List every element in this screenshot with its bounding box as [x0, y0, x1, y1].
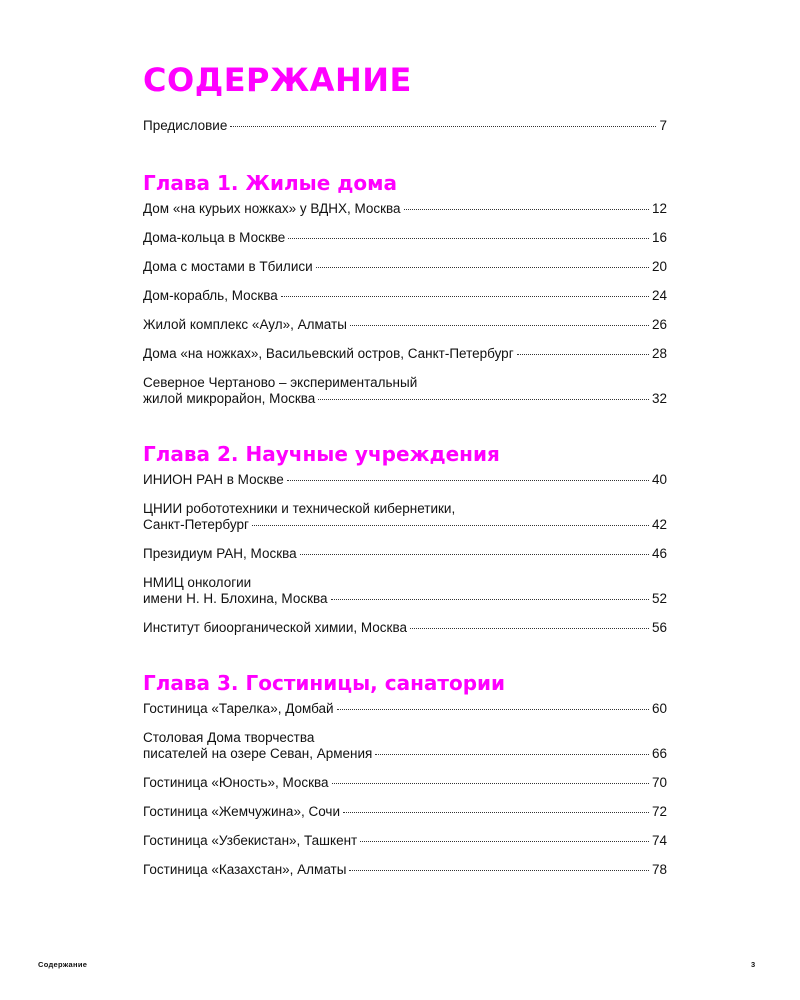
toc-entry-row: [143, 833, 667, 849]
dot-leader: [350, 325, 649, 326]
toc-entry-row: [143, 259, 667, 275]
toc-page-number: 32: [651, 391, 667, 406]
toc-entry[interactable]: [143, 259, 667, 275]
toc-page-number: 24: [651, 288, 667, 303]
chapter-heading: Глава 1. Жилые дома: [143, 171, 397, 195]
toc-page-number: 40: [651, 472, 667, 487]
toc-entry-row: [143, 701, 667, 717]
toc-entry[interactable]: [143, 501, 667, 533]
toc-entry[interactable]: [143, 317, 667, 333]
toc-entry-title: жилой микрорайон, Москва: [143, 391, 316, 406]
toc-entry-row: [143, 546, 667, 562]
dot-leader: [287, 480, 649, 481]
toc-page-number: 52: [651, 591, 667, 606]
toc-entry-title: Дома с мостами в Тбилиси: [143, 259, 313, 274]
toc-page-number: 20: [651, 259, 667, 274]
dot-leader: [332, 783, 649, 784]
dot-leader: [349, 870, 649, 871]
toc-entry-title: Дома «на ножках», Васильевский остров, Санкт-Петербург: [143, 346, 514, 361]
toc-page-number: 16: [651, 230, 667, 245]
toc-entry-title: Гостиница «Жемчужина», Сочи: [143, 804, 340, 819]
toc-page-number: 72: [651, 804, 667, 819]
toc-page-number: 46: [651, 546, 667, 561]
dot-leader: [316, 267, 649, 268]
toc-entry[interactable]: [143, 230, 667, 246]
toc-entry[interactable]: [143, 862, 667, 878]
dot-leader: [288, 238, 649, 239]
toc-entry-title: Санкт-Петербург: [143, 517, 249, 532]
toc-entry-row: [143, 288, 667, 304]
toc-page-number: 7: [659, 118, 667, 133]
toc-entry[interactable]: [143, 833, 667, 849]
toc-entry-row: [143, 775, 667, 791]
toc-entry-row: [143, 517, 667, 533]
toc-entry-title: Дом «на курьих ножках» у ВДНХ, Москва: [143, 201, 401, 216]
toc-entry[interactable]: [143, 620, 667, 636]
toc-entry[interactable]: [143, 346, 667, 362]
toc-page-number: 66: [651, 746, 667, 761]
toc-entry-title: Предисловие: [143, 118, 228, 133]
dot-leader: [517, 354, 649, 355]
toc-entry-row: [143, 391, 667, 407]
toc-entry[interactable]: [143, 288, 667, 304]
toc-entry-title: Гостиница «Юность», Москва: [143, 775, 329, 790]
chapter-heading: Глава 2. Научные учреждения: [143, 442, 500, 466]
toc-page-number: 42: [651, 517, 667, 532]
toc-entry-row: [143, 317, 667, 333]
toc-page-number: 78: [651, 862, 667, 877]
toc-entry-row: [143, 118, 667, 134]
table-of-contents: [143, 118, 667, 878]
toc-entry-row: [143, 591, 667, 607]
toc-entry-row: [143, 746, 667, 762]
toc-page-number: 74: [651, 833, 667, 848]
dot-leader: [331, 599, 649, 600]
toc-page-number: 60: [651, 701, 667, 716]
chapter-heading: Глава 3. Гостиницы, санатории: [143, 671, 506, 695]
toc-entry-row: [143, 472, 667, 488]
toc-entry-title: Президиум РАН, Москва: [143, 546, 297, 561]
toc-entry-title: Дом-корабль, Москва: [143, 288, 278, 303]
toc-entry-title: Гостиница «Узбекистан», Ташкент: [143, 833, 358, 848]
toc-entry-title: Институт биоорганической химии, Москва: [143, 620, 407, 635]
page-number: 3: [751, 960, 756, 969]
toc-entry-title: писателей на озере Севан, Армения: [143, 746, 373, 761]
toc-page-number: 28: [651, 346, 667, 361]
toc-entry[interactable]: [143, 546, 667, 562]
toc-entry-row: [143, 804, 667, 820]
running-footer-section: Содержание: [38, 960, 88, 969]
toc-entry-row: [143, 201, 667, 217]
dot-leader: [360, 841, 649, 842]
dot-leader: [318, 399, 649, 400]
dot-leader: [337, 709, 649, 710]
toc-entry[interactable]: [143, 701, 667, 717]
toc-page-number: 70: [651, 775, 667, 790]
toc-entry-title: Жилой комплекс «Аул», Алматы: [143, 317, 347, 332]
toc-entry[interactable]: [143, 804, 667, 820]
toc-page-number: 12: [651, 201, 667, 216]
toc-entry-title-line: ЦНИИ робототехники и технической кибернетики,: [143, 501, 456, 516]
toc-entry-title-line: Северное Чертаново – экспериментальный: [143, 375, 418, 390]
dot-leader: [230, 126, 656, 127]
toc-entry-row: [143, 346, 667, 362]
toc-entry-title: Гостиница «Казахстан», Алматы: [143, 862, 347, 877]
dot-leader: [410, 628, 649, 629]
toc-entry[interactable]: [143, 201, 667, 217]
page-title: СОДЕРЖАНИЕ: [143, 61, 412, 99]
toc-entry-row: [143, 862, 667, 878]
dot-leader: [300, 554, 649, 555]
toc-entry[interactable]: [143, 472, 667, 488]
dot-leader: [281, 296, 649, 297]
toc-entry-title: Гостиница «Тарелка», Домбай: [143, 701, 334, 716]
toc-entry[interactable]: [143, 775, 667, 791]
toc-page-number: 56: [651, 620, 667, 635]
dot-leader: [252, 525, 649, 526]
toc-entry-title-line: НМИЦ онкологии: [143, 575, 252, 590]
toc-entry-title: ИНИОН РАН в Москве: [143, 472, 284, 487]
toc-entry-row: [143, 230, 667, 246]
toc-entry-row: [143, 620, 667, 636]
dot-leader: [375, 754, 649, 755]
toc-entry-title: Дома-кольца в Москве: [143, 230, 286, 245]
toc-entry[interactable]: [143, 375, 667, 407]
toc-entry[interactable]: [143, 730, 667, 762]
toc-entry-title: имени Н. Н. Блохина, Москва: [143, 591, 328, 606]
toc-entry[interactable]: [143, 118, 667, 134]
dot-leader: [404, 209, 649, 210]
toc-entry-title-line: Столовая Дома творчества: [143, 730, 315, 745]
toc-entry[interactable]: [143, 575, 667, 607]
dot-leader: [343, 812, 649, 813]
toc-page-number: 26: [651, 317, 667, 332]
